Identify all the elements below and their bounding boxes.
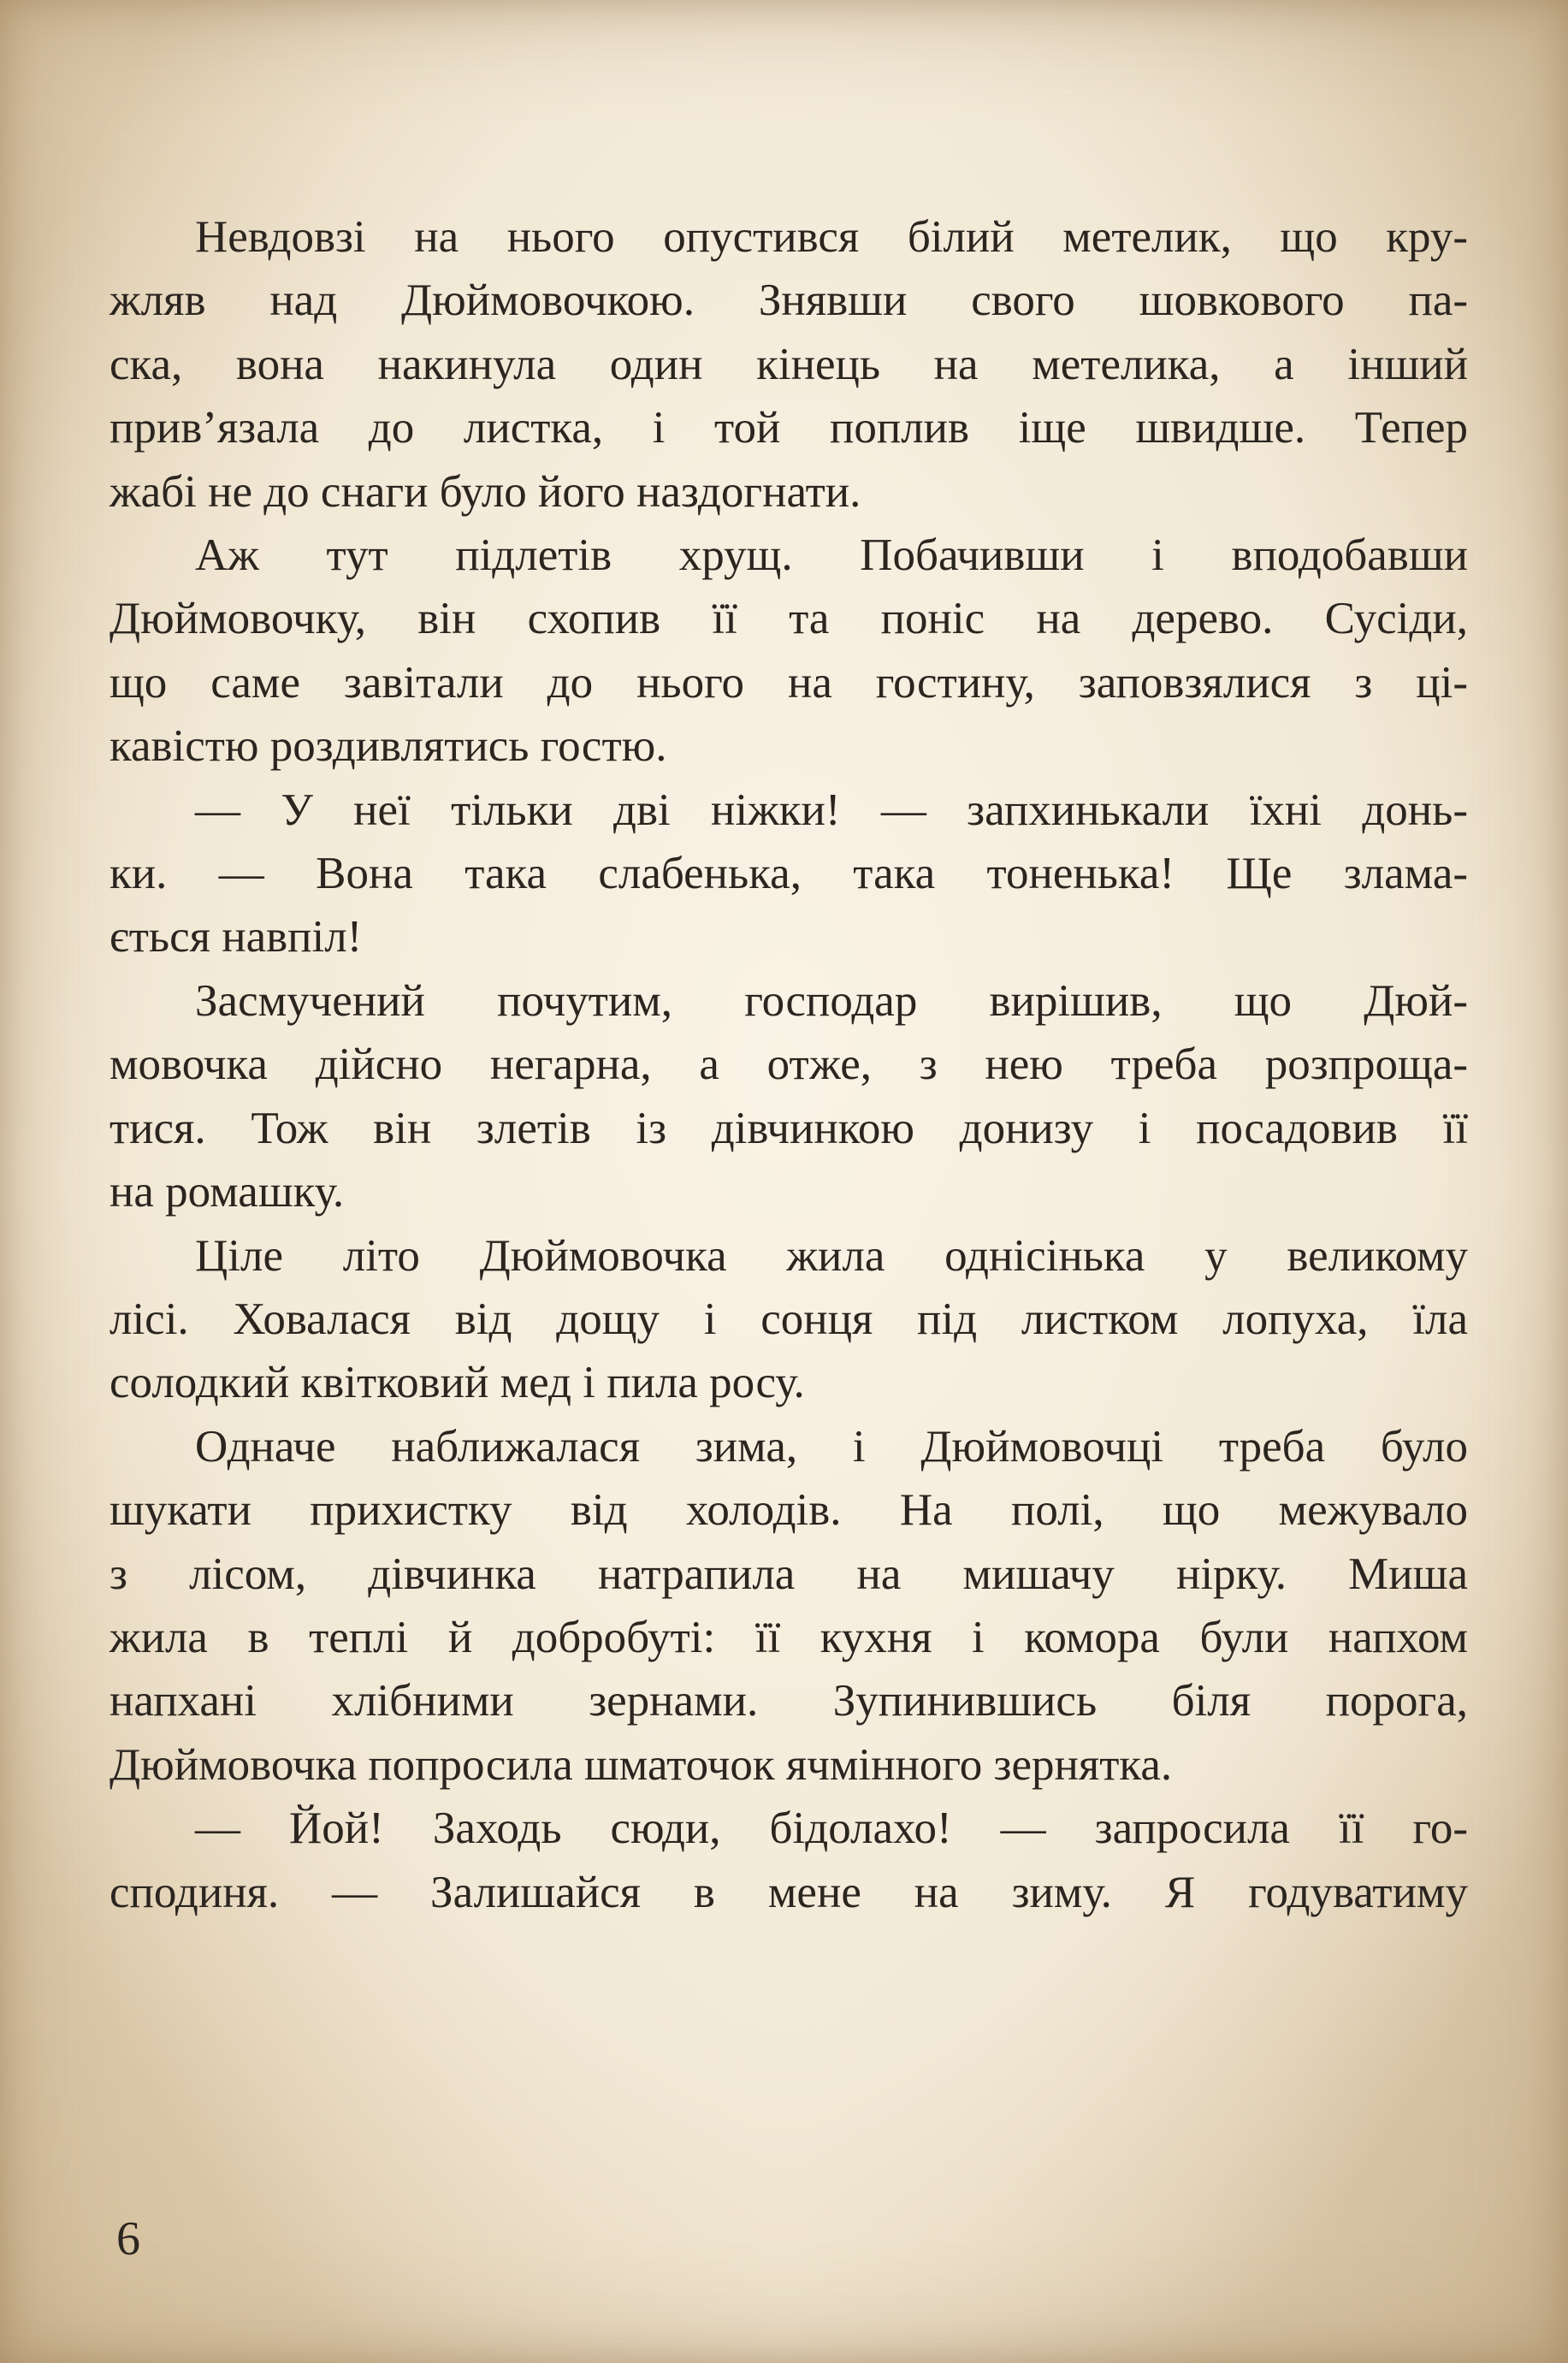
paragraph-6 — [109, 1415, 1468, 1797]
text-line: — Йой! Заходь сюди, бідолахо! — запросила її го- — [195, 1803, 1468, 1854]
text-line: що саме завітали до нього на гостину, заповзялися з ці- — [109, 657, 1468, 708]
text-line: шукати прихистку від холодів. На полі, що межувало — [109, 1485, 1468, 1536]
text-line: лісі. Ховалася від дощу і сонця під листком лопуха, їла — [109, 1294, 1468, 1344]
text-line: жляв над Дюймовочкою. Знявши свого шовкового па- — [109, 275, 1468, 326]
text-line: жила в теплі й добробуті: її кухня і комора були напхом — [109, 1612, 1468, 1662]
paragraph-1 — [109, 205, 1468, 524]
text-line: Дюймовочку, він схопив її та поніс на дерево. Сусіди, — [109, 594, 1468, 644]
paragraph-5 — [109, 1224, 1468, 1415]
text-line: прив’язала до листка, і той поплив іще швидше. Тепер — [109, 403, 1468, 453]
text-line: ється навпіл! — [109, 912, 363, 962]
text-line: кавістю роздивлятись гостю. — [109, 721, 667, 772]
paragraph-2 — [109, 524, 1468, 779]
text-line: Невдовзі на нього опустився білий метелик, що кру- — [195, 212, 1468, 262]
text-line: мовочка дійсно негарна, а отже, з нею треба розпроща- — [109, 1039, 1468, 1090]
text-line: Дюймовочка попросила шматочок ячмінного зернятка. — [109, 1739, 1173, 1790]
text-line: ки. — Вона така слабенька, така тоненька! Ще злама- — [109, 849, 1468, 899]
text-line: на ромашку. — [109, 1167, 345, 1217]
text-line: солодкий квітковий мед і пила росу. — [109, 1358, 805, 1408]
text-line: Засмучений почутим, господар вирішив, що Дюй- — [195, 975, 1468, 1026]
text-line: жабі не до снаги було його наздогнати. — [109, 466, 861, 517]
text-line: Одначе наближалася зима, і Дюймовочці треба було — [195, 1421, 1468, 1472]
text-line: ска, вона накинула один кінець на метелика, а інший — [109, 339, 1468, 389]
text-line: напхані хлібними зернами. Зупинившись біля порога, — [109, 1676, 1468, 1726]
text-line: з лісом, дівчинка натрапила на мишачу нірку. Миша — [109, 1549, 1468, 1599]
text-line: Аж тут підлетів хрущ. Побачивши і вподобавши — [195, 530, 1468, 581]
text-line: сподиня. — Залишайся в мене на зиму. Я годуватиму — [109, 1867, 1468, 1917]
page-text — [109, 205, 1468, 1924]
text-line: Ціле літо Дюймовочка жила однісінька у великому — [195, 1230, 1468, 1281]
page-number: 6 — [116, 2212, 140, 2265]
paragraph-3 — [109, 779, 1468, 969]
text-line: — У неї тільки дві ніжки! — запхинькали їхні донь- — [195, 785, 1468, 835]
paragraph-4 — [109, 969, 1468, 1224]
text-line: тися. Тож він злетів із дівчинкою донизу і посадовив її — [109, 1103, 1468, 1153]
paragraph-7 — [109, 1797, 1468, 1924]
